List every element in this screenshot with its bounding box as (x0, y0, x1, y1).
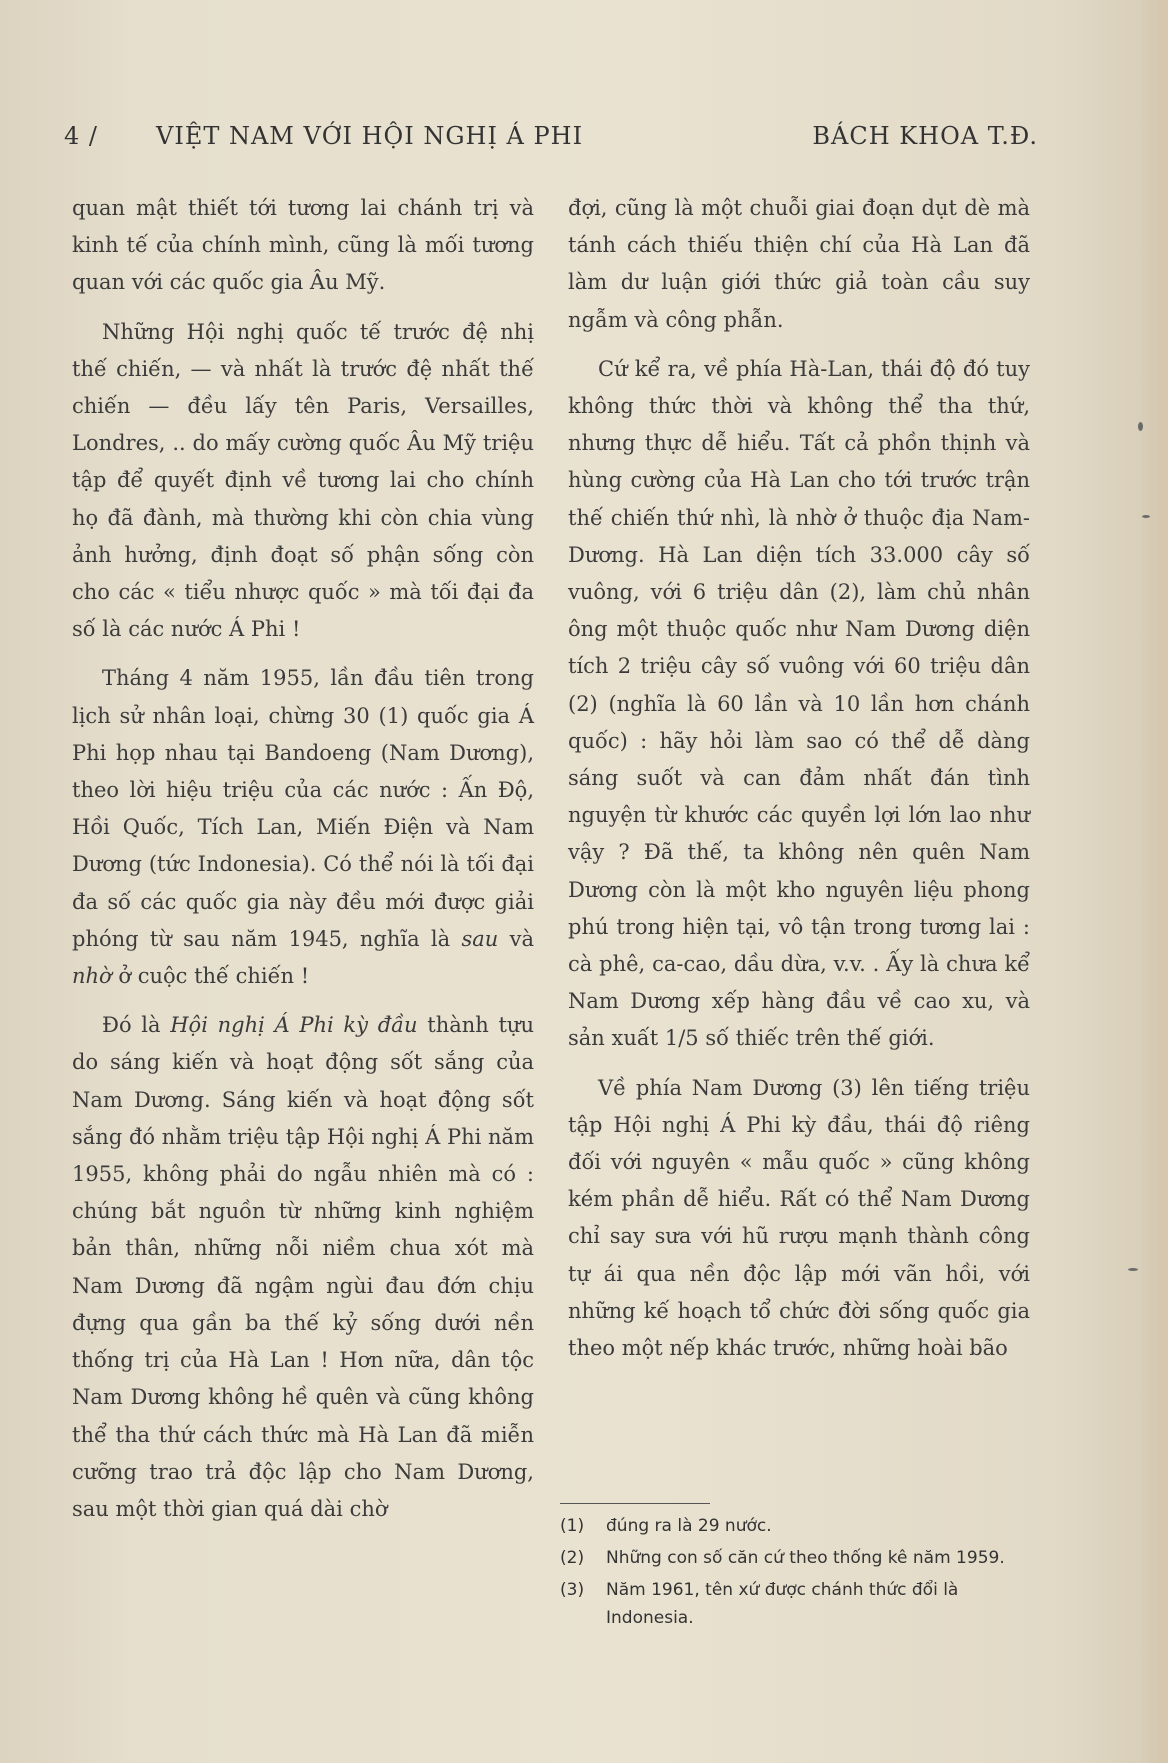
footnote-text: đúng ra là 29 nước. (606, 1516, 772, 1536)
footnote-mark: (3) (560, 1580, 585, 1600)
paragraph-text: và (509, 926, 534, 951)
ink-speck (1138, 422, 1143, 431)
italic-word: nhờ (72, 964, 112, 989)
page-number: 4 / (64, 122, 98, 150)
paragraph-text: Đó là (102, 1013, 161, 1038)
footnote-divider (560, 1503, 710, 1504)
paragraph: Những Hội nghị quốc tế trước đệ nhị thế chiến, — và nhất là trước đệ nhất thế chiến — đều lấy tên Paris, Versailles, Londres, .. do mấy cường quốc Âu Mỹ triệu tập để quyết định về tương lai cho chính họ đã đành, mà thường khi còn chia vùng ảnh hưởng, định đoạt số phận sống còn cho các « tiểu nhược quốc » mà tối đại đa số là các nước Á Phi ! (72, 319, 534, 642)
ink-speck (1142, 515, 1150, 518)
paragraph: đợi, cũng là một chuỗi giai đoạn dụt dè mà tánh cách thiếu thiện chí của Hà Lan đã làm dư luận giới thức giả toàn cầu suy ngẫm và công phẫn. (568, 196, 1030, 332)
footnotes (560, 1512, 1030, 1636)
paragraph-text: Tháng 4 năm 1955, lần đầu tiên trong lịch sử nhân loại, chừng 30 (1) quốc gia Á Phi họp nhau tại Bandoeng (Nam Dương), theo lời hiệu triệu của các nước : Ấn Độ, Hồi Quốc, Tích Lan, Miến Điện và Nam Dương (tức Indonesia). Có thể nói là tối đại đa số các quốc gia này đều mới được giải phóng từ sau năm 1945, nghĩa là (72, 666, 534, 951)
footnote-mark: (1) (560, 1516, 585, 1536)
running-header (64, 122, 1038, 162)
paragraph: Cứ kể ra, về phía Hà-Lan, thái độ đó tuy không thức thời và không thể tha thứ, nhưng thực dễ hiểu. Tất cả phồn thịnh và hùng cường của Hà Lan cho tới trước trận thế chiến thứ nhì, là nhờ ở thuộc địa Nam-Dương. Hà Lan diện tích 33.000 cây số vuông, với 6 triệu dân (2), làm chủ nhân ông một thuộc quốc như Nam Dương diện tích 2 triệu cây số vuông với 60 triệu dân (2) (nghĩa là 60 lần và 10 lần hơn chánh quốc) : hãy hỏi làm sao có thể dễ dàng sáng suốt và can đảm nhất đán tình nguyện từ khước các quyền lợi lớn lao như vậy ? Đã thế, ta không nên quên Nam Dương còn là một kho nguyên liệu phong phú trong hiện tại, vô tận trong tương lai : cà phê, ca-cao, dầu dừa, v.v. . Ấy là chưa kể Nam Dương xếp hàng đầu về cao xu, và sản xuất 1/5 số thiếc trên thế giới. (568, 356, 1030, 1051)
magazine-name: BÁCH KHOA T.Đ. (812, 122, 1038, 150)
running-title: VIỆT NAM VỚI HỘI NGHỊ Á PHI (156, 122, 584, 150)
page-edge-shadow (1138, 0, 1168, 1763)
paragraph (72, 660, 534, 995)
ink-speck (1128, 1268, 1138, 1271)
paragraph-text: thành tựu do sáng kiến và hoạt động sốt sắng của Nam Dương. Sáng kiến và hoạt động sốt sắng đó nhằm triệu tập Hội nghị Á Phi năm 1955, không phải do ngẫu nhiên mà có : chúng bắt nguồn từ những kinh nghiệm bản thân, những nỗi niềm chua xót mà Nam Dương đã ngậm ngùi đau đớn chịu đựng qua gần ba thế kỷ sống dưới nền thống trị của Hà Lan ! Hơn nữa, dân tộc Nam Dương không hề quên và cũng không thể tha thứ cách thức mà Hà Lan đã miễn cưỡng trao trả độc lập cho Nam Dương, sau một thời gian quá dài chờ (72, 1013, 534, 1521)
italic-phrase: Hội nghị Á Phi kỳ đầu (170, 1013, 418, 1038)
right-column (568, 190, 1030, 1367)
footnote-text: Năm 1961, tên xứ được chánh thức đổi là Indonesia. (606, 1580, 959, 1628)
paragraph: quan mật thiết tới tương lai chánh trị và kinh tế của chính mình, cũng là mối tương quan với các quốc gia Âu Mỹ. (72, 196, 534, 295)
footnote-text: Những con số căn cứ theo thống kê năm 1959. (606, 1548, 1005, 1568)
left-column (72, 190, 534, 1528)
paragraph: Về phía Nam Dương (3) lên tiếng triệu tập Hội nghị Á Phi kỳ đầu, thái độ riêng đối với nguyên « mẫu quốc » cũng không kém phần dễ hiểu. Rất có thể Nam Dương chỉ say sưa với hũ rượu mạnh thành công tự ái qua nền độc lập mới vãn hồi, với những kế hoạch tổ chức đời sống quốc gia theo một nếp khác trước, những hoài bão (568, 1075, 1030, 1361)
italic-word: sau (461, 926, 499, 951)
footnote (560, 1512, 1030, 1540)
paragraph-text: ở cuộc thế chiến ! (118, 964, 310, 989)
footnote-mark: (2) (560, 1548, 585, 1568)
footnote (560, 1576, 1030, 1632)
paragraph (72, 1007, 534, 1528)
footnote (560, 1544, 1030, 1572)
